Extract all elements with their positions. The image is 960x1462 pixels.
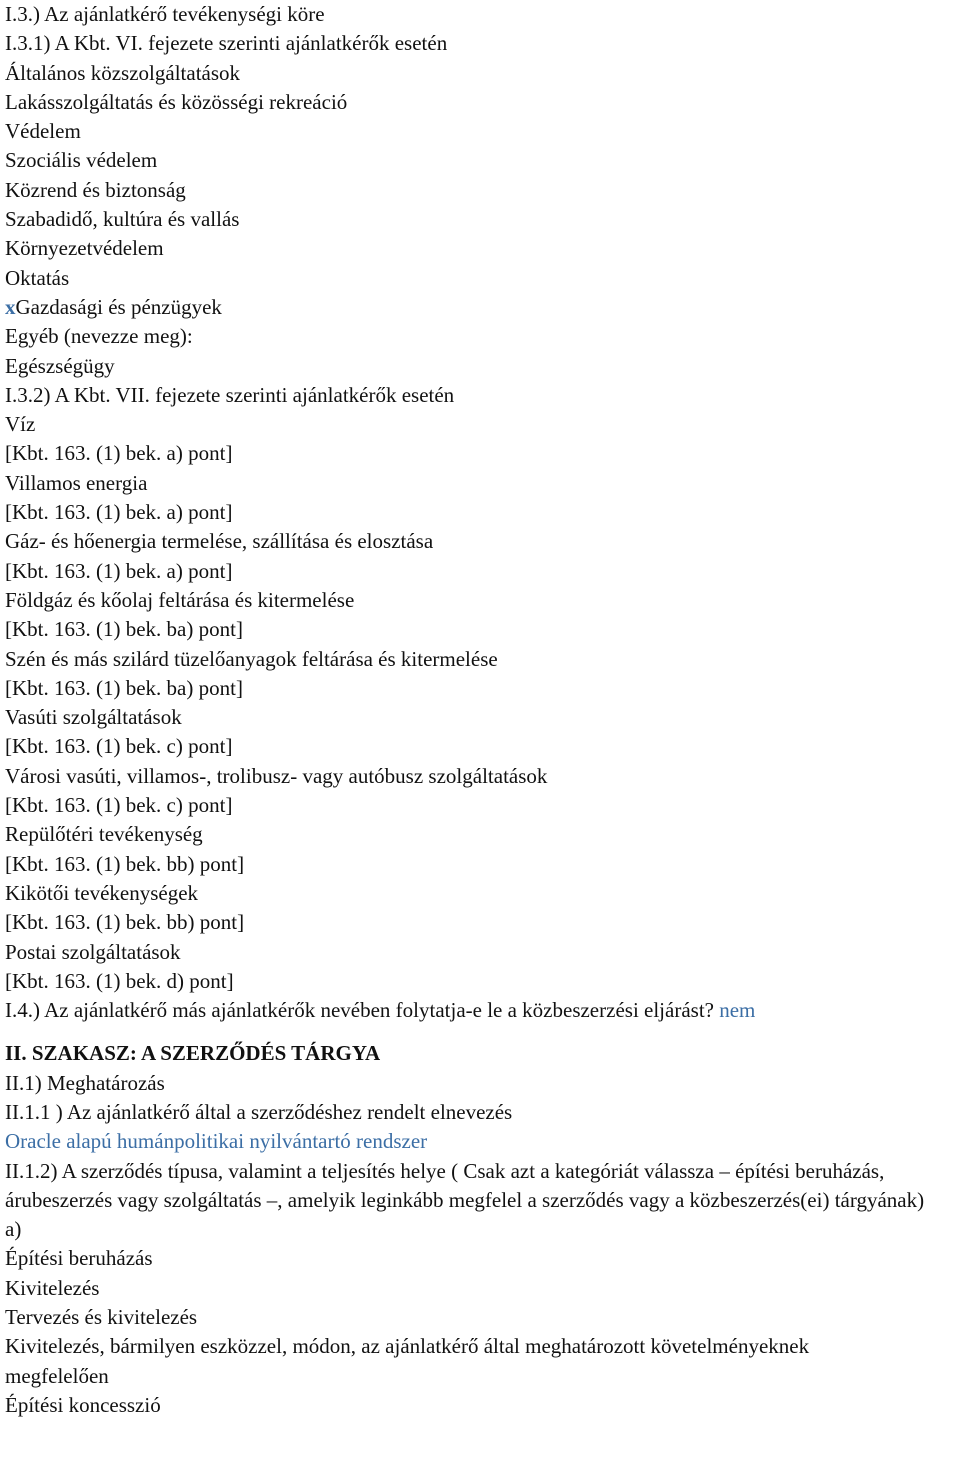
section-i4 — [5, 996, 960, 1025]
utility-name: Repülőtéri tevékenység — [5, 822, 203, 847]
utility-name: Vasúti szolgáltatások — [5, 705, 182, 730]
section-i3-title: I.3.) Az ajánlatkérő tevékenységi köre — [5, 2, 325, 26]
activity-item: Szociális védelem — [5, 148, 158, 173]
activity-item: Közrend és biztonság — [5, 177, 186, 202]
activity-item: Védelem — [5, 119, 81, 144]
section-ii-heading: II. SZAKASZ: A SZERZŐDÉS TÁRGYA — [5, 1041, 381, 1066]
section-i4-question: I.4.) Az ajánlatkérő más ajánlatkérők nevében folytatja-e le a közbeszerzési eljárást? — [5, 998, 714, 1023]
utility-name: Földgáz és kőolaj feltárása és kitermelése — [5, 587, 355, 612]
utility-ref: [Kbt. 163. (1) bek. c) pont] — [5, 734, 233, 759]
section-ii1-title: II.1) Meghatározás — [5, 1070, 165, 1095]
utility-ref: [Kbt. 163. (1) bek. a) pont] — [5, 441, 233, 466]
utility-name: Kikötői tevékenységek — [5, 880, 199, 905]
section-i32-title: I.3.2) A Kbt. VII. fejezete szerinti ajánlatkérők esetén — [5, 382, 455, 407]
utility-ref: [Kbt. 163. (1) bek. bb) pont] — [5, 851, 245, 876]
selected-mark: x — [5, 294, 16, 319]
activity-item: Szabadidő, kultúra és vallás — [5, 207, 240, 232]
works-item: Építési koncesszió — [5, 1392, 161, 1417]
activity-item: Lakásszolgáltatás és közösségi rekreáció — [5, 89, 348, 114]
section-ii11-title: II.1.1 ) Az ajánlatkérő által a szerződéshez rendelt elnevezés — [5, 1099, 513, 1124]
section-i4-answer: nem — [719, 998, 756, 1023]
utility-ref: [Kbt. 163. (1) bek. c) pont] — [5, 793, 233, 818]
other-value: Egészségügy — [5, 353, 115, 378]
utility-name: Szén és más szilárd tüzelőanyagok feltárása és kitermelése — [5, 646, 498, 671]
section-ii12-title: II.1.2) A szerződés típusa, valamint a teljesítés helye ( Csak azt a kategóriát válassza – építési beruházás, árubeszerzés vagy szolgáltatás –, amelyik leginkább megfelel a szerződés vagy a közbeszerzés(ei) tárgyának) — [5, 1158, 925, 1212]
utility-ref: [Kbt. 163. (1) bek. bb) pont] — [5, 910, 245, 935]
contract-name-value: Oracle alapú humánpolitikai nyilvántartó rendszer — [5, 1129, 428, 1154]
works-item: Kivitelezés — [5, 1275, 100, 1300]
activity-item: Oktatás — [5, 265, 70, 290]
selected-activity-label: Gazdasági és pénzügyek — [15, 294, 222, 319]
utility-name: Postai szolgáltatások — [5, 939, 181, 964]
activity-item-selected — [5, 293, 960, 322]
activity-item: Környezetvédelem — [5, 236, 164, 261]
utility-ref: [Kbt. 163. (1) bek. a) pont] — [5, 500, 233, 525]
utility-ref: [Kbt. 163. (1) bek. d) pont] — [5, 968, 234, 993]
utility-ref: [Kbt. 163. (1) bek. a) pont] — [5, 558, 233, 583]
utility-name: Városi vasúti, villamos-, trolibusz- vagy autóbusz szolgáltatások — [5, 763, 548, 788]
utility-name: Gáz- és hőenergia termelése, szállítása és elosztása — [5, 529, 434, 554]
utility-name: Víz — [5, 412, 36, 437]
utility-name: Villamos energia — [5, 470, 148, 495]
works-item: Kivitelezés, bármilyen eszközzel, módon, az ajánlatkérő által meghatározott követelményeknek megfelelően — [5, 1334, 810, 1388]
option-a-label: a) — [5, 1217, 22, 1242]
utility-ref: [Kbt. 163. (1) bek. ba) pont] — [5, 675, 243, 700]
section-i31-title: I.3.1) A Kbt. VI. fejezete szerinti ajánlatkérők esetén — [5, 31, 448, 56]
other-label: Egyéb (nevezze meg): — [5, 324, 193, 349]
activity-item: Általános közszolgáltatások — [5, 60, 241, 85]
utility-ref: [Kbt. 163. (1) bek. ba) pont] — [5, 617, 243, 642]
works-title: Építési beruházás — [5, 1246, 153, 1271]
works-item: Tervezés és kivitelezés — [5, 1305, 198, 1330]
